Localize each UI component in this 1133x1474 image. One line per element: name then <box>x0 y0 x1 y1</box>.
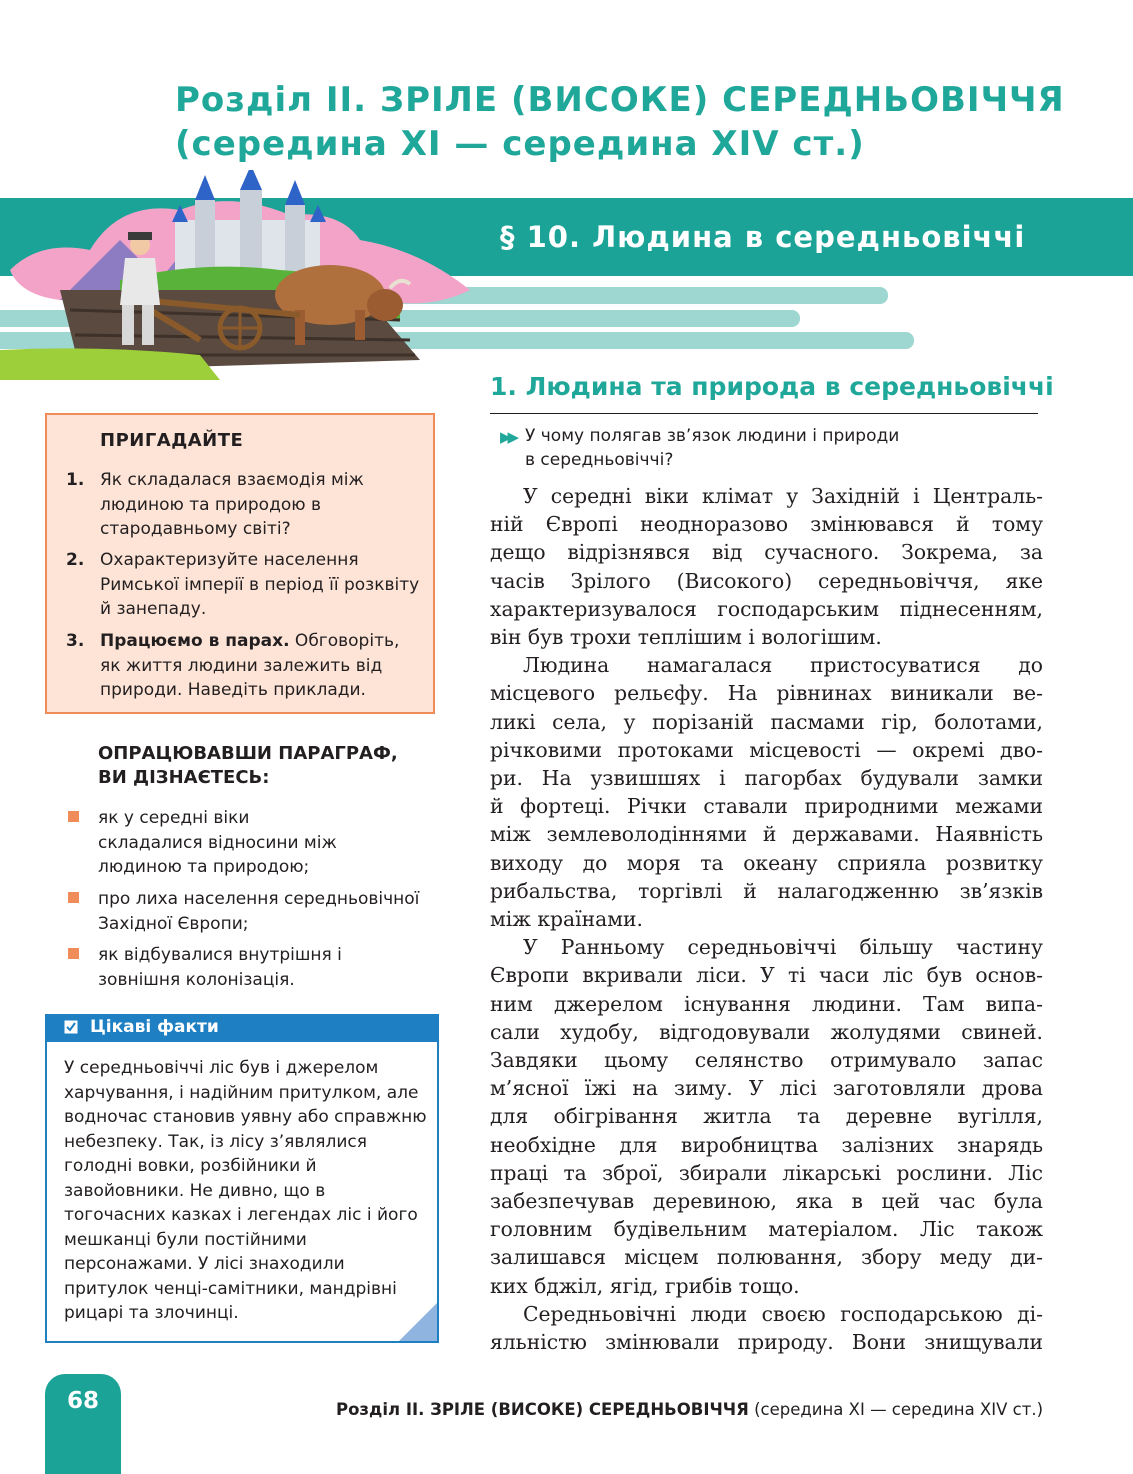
body-line: рибальства, торгівлі й налагодженню зв’язків <box>490 878 1043 903</box>
body-paragraph <box>490 651 1043 933</box>
chapter-title <box>175 78 1075 166</box>
body-line: виходу до моря та океану сприяла розвитку <box>490 850 1043 875</box>
section-question <box>525 424 995 472</box>
body-paragraph <box>490 933 1043 1300</box>
body-line: для обігрівання житла та деревне вугілля, <box>490 1104 1043 1129</box>
body-line: У середні віки клімат у Західній і Централь- <box>523 484 1043 508</box>
learn-title <box>98 742 438 790</box>
body-line: ких бджіл, ягід, грибів тощо. <box>490 1273 800 1298</box>
body-line: праці та зброї, збирали лікарські рослини. Ліс <box>490 1160 1043 1185</box>
body-line: Середньовічні люди своєю господарською ді- <box>523 1301 1043 1326</box>
page-corner-icon <box>399 1303 437 1341</box>
body-line: залишався місцем полювання, збору меду ди- <box>490 1245 1043 1270</box>
double-arrow-icon: ▶▶ <box>500 429 516 446</box>
facts-text: У середньовіччі ліс був і джерелом харчування, і надійним притулком, але водночас становив уявну або справжню небезпеку. Так, із лісу з’являлися голодні вовки, розбійники й завойовники. Не дивно, що в тогочасних казках і легендах ліс і його мешканці були постійними персонажами. У лісі знаходили притулок ченці-самітники, мандрівні рицарі та злочинці. <box>64 1058 427 1323</box>
body-line: часів Зрілого (Високого) середньовіччя, яке <box>490 568 1043 593</box>
body-line: Європи вкривали ліси. У ті часи ліс був основ- <box>490 963 1043 988</box>
checkbox-icon <box>64 1020 78 1034</box>
body-text <box>490 482 1043 1356</box>
learn-item-text: про лиха населення середньовічної Західної Європи; <box>98 889 420 934</box>
body-line: дещо відрізнявся від сучасного. Зокрема, за <box>490 540 1043 565</box>
paragraph-title: § 10. Людина в середньовіччі <box>500 220 1026 254</box>
remember-item-rest: Обговоріть, як життя людини залежить від природи. Наведіть приклади. <box>100 631 400 700</box>
body-paragraph <box>490 482 1043 651</box>
body-line: забезпечував деревиною, яка в цей час була <box>490 1189 1043 1214</box>
body-line: ній Європі неодноразово змінювався й тому <box>490 512 1043 537</box>
remember-item <box>66 468 421 542</box>
body-line: між країнами. <box>490 907 643 932</box>
body-line: він був трохи теплішим і вологішим. <box>490 625 882 650</box>
question-line: в середньовіччі? <box>525 450 674 470</box>
body-line: річковими протоками місцевості — окремі дво- <box>490 737 1043 762</box>
facts-title: Цікаві факти <box>90 1017 219 1037</box>
section-heading: 1. Людина та природа в середньовіччі <box>490 372 1054 401</box>
body-line: між землеволодіннями й державами. Наявність <box>490 822 1043 847</box>
body-line: необхідне для виробництва залізних знарядь <box>490 1132 1043 1157</box>
body-line: ри. На узвишшях і пагорбах будували замки <box>490 766 1043 791</box>
body-line: характеризувалося господарським піднесенням, <box>490 596 1043 621</box>
learn-title-line: ОПРАЦЮВАВШИ ПАРАГРАФ, <box>98 743 398 764</box>
remember-item <box>66 629 421 703</box>
remember-item-number: 1. <box>66 470 85 490</box>
bullet-square-icon <box>68 892 79 903</box>
running-footer <box>336 1400 1043 1419</box>
remember-item <box>66 548 421 622</box>
learn-item-text: як відбувалися внутрішня і зовнішня колонізація. <box>98 945 342 990</box>
body-line: сали худобу, відгодовували жолудями свиней. <box>490 1019 1043 1044</box>
running-footer-bold: Розділ ІІ. ЗРІЛЕ (ВИСОКЕ) СЕРЕДНЬОВІЧЧЯ <box>336 1400 749 1419</box>
remember-item-text: Охарактеризуйте населення Римської імперії в період її розквіту й занепаду. <box>100 550 420 619</box>
body-line: ним джерелом існування людини. Там випа- <box>490 991 1043 1016</box>
remember-item-number: 3. <box>66 631 85 651</box>
learn-item <box>66 943 436 992</box>
remember-item-number: 2. <box>66 550 85 570</box>
chapter-title-line1: Розділ ІІ. ЗРІЛЕ (ВИСОКЕ) СЕРЕДНЬОВІЧЧЯ <box>175 80 1065 120</box>
body-line: Завдяки цьому селянство отримувало запас <box>490 1048 1043 1073</box>
medieval-ploughing-illustration <box>0 170 480 380</box>
learn-item <box>66 806 436 880</box>
remember-item-text: Як складалася взаємодія між людиною та природою в стародавньому світі? <box>100 470 364 539</box>
body-line: яльністю змінювали природу. Вони знищували <box>490 1330 1043 1355</box>
chapter-title-line2: (середина ХІ — середина ХІV ст.) <box>175 124 865 164</box>
remember-title: ПРИГАДАЙТЕ <box>100 430 244 451</box>
body-line: головним будівельним матеріалом. Ліс також <box>490 1217 1043 1242</box>
bullet-square-icon <box>68 948 79 959</box>
learn-title-line: ВИ ДІЗНАЄТЕСЬ: <box>98 767 270 788</box>
body-line: У Ранньому середньовіччі більшу частину <box>523 935 1043 960</box>
body-line: місцевого рельєфу. На рівнинах виникали ве- <box>490 681 1043 706</box>
bullet-square-icon <box>68 811 79 822</box>
running-footer-rest: (середина ХІ — середина ХІV ст.) <box>748 1400 1043 1419</box>
learn-item <box>66 887 436 936</box>
body-line: Людина намагалася пристосуватися до <box>523 653 1043 678</box>
body-line: м’ясної їжі на зиму. У лісі заготовляли дрова <box>490 1076 1043 1101</box>
remember-item-bold: Працюємо в парах. <box>100 631 290 651</box>
learn-item-text: як у середні віки складалися відносини між людиною та природою; <box>98 808 337 877</box>
body-line: ликі села, у порізаній пасмами гір, болотами, <box>490 709 1043 734</box>
section-rule <box>490 413 1038 414</box>
question-line: У чому полягав зв’язок людини і природи <box>525 426 900 446</box>
body-line: й фортеці. Річки ставали природними межами <box>490 794 1043 819</box>
body-paragraph <box>490 1300 1043 1356</box>
page-number: 68 <box>66 1388 99 1414</box>
remember-item-text <box>100 629 421 703</box>
